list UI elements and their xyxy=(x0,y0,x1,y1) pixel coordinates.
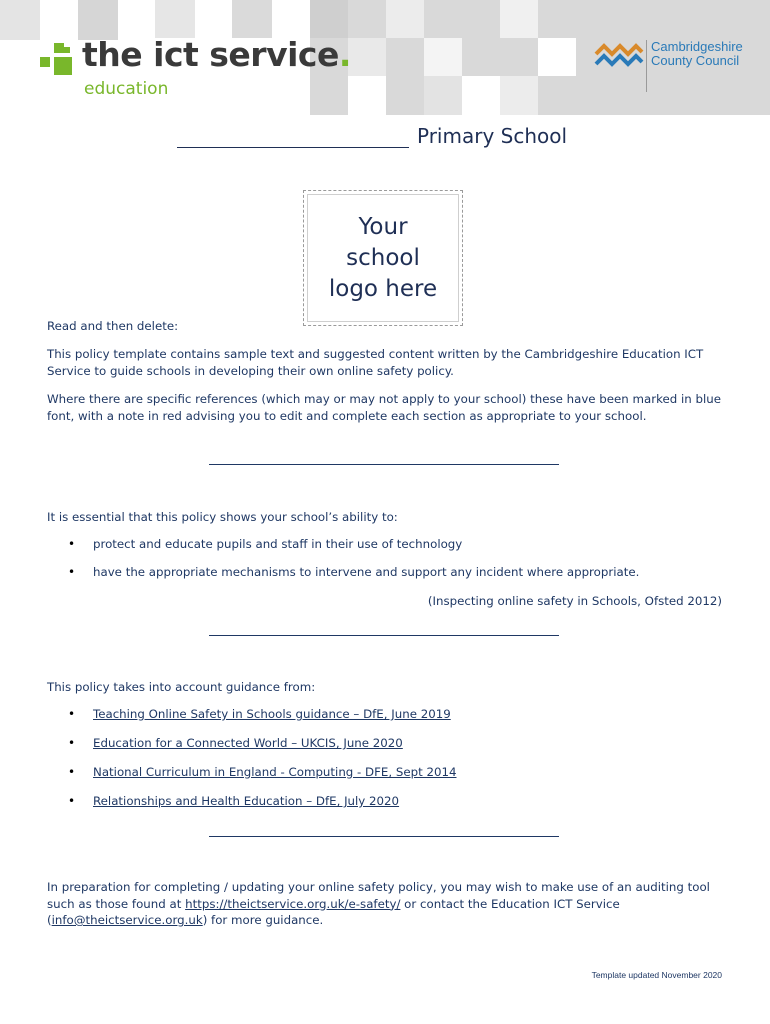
council-logo-divider xyxy=(646,40,647,92)
bullet-marker: • xyxy=(68,794,76,808)
email-link[interactable]: info@theictservice.org.uk xyxy=(51,913,203,927)
divider-3 xyxy=(209,836,559,837)
intro-paragraph-2: Where there are specific references (which may or may not apply to your school) these have been marked in blue font, with a note in red advising you to edit and complete each section as appropriate to your school. xyxy=(47,392,722,423)
divider-1 xyxy=(209,464,559,465)
esafety-link[interactable]: https://theictservice.org.uk/e-safety/ xyxy=(185,896,401,911)
closing-paragraph: In preparation for completing / updating your online safety policy, you may wish to make use of an auditing tool such as those found at https://theictservice.org.uk/e-safety/ or contact the Education ICT Service (info@theictservice.org.uk) for more guidance. xyxy=(47,880,710,927)
essential-bullet-1: protect and educate pupils and staff in their use of technology xyxy=(93,537,463,551)
ict-logo-wordmark: the ict service. xyxy=(82,35,351,74)
divider-2 xyxy=(209,635,559,636)
essential-bullet-2: have the appropriate mechanisms to intervene and support any incident where appropriate. xyxy=(93,565,640,579)
school-name-blank[interactable] xyxy=(177,125,409,148)
ict-logo-squares-icon xyxy=(40,43,76,79)
bullet-marker: • xyxy=(68,565,76,579)
bullet-marker: • xyxy=(68,537,76,551)
guidance-link-4[interactable]: Relationships and Health Education – DfE, July 2020 xyxy=(93,794,400,808)
read-delete-note: Read and then delete: xyxy=(47,319,179,333)
school-logo-placeholder[interactable] xyxy=(303,190,463,326)
council-logo-text: Cambridgeshire County Council xyxy=(651,39,743,68)
bullet-marker: • xyxy=(68,765,76,779)
template-updated-note: Template updated November 2020 xyxy=(591,970,722,980)
intro-paragraph-1: This policy template contains sample text and suggested content written by the Cambridgeshire Education ICT Service to guide schools in developing their own online safety policy. xyxy=(47,347,704,378)
guidance-link-2[interactable]: Education for a Connected World – UKCIS, June 2020 xyxy=(93,736,403,750)
ict-logo-subtitle: education xyxy=(84,79,169,99)
guidance-link-3[interactable]: National Curriculum in England - Computing - DFE, Sept 2014 xyxy=(93,765,457,779)
essential-lead: It is essential that this policy shows your school’s ability to: xyxy=(47,510,398,524)
page-title: Primary School xyxy=(177,124,567,148)
bullet-marker: • xyxy=(68,736,76,750)
bullet-marker: • xyxy=(68,707,76,721)
council-wave-logo-icon xyxy=(594,42,644,70)
ofsted-citation: (Inspecting online safety in Schools, Ofsted 2012) xyxy=(427,594,722,608)
logo-placeholder-text: Your school logo here xyxy=(328,213,438,302)
guidance-link-1[interactable]: Teaching Online Safety in Schools guidance – DfE, June 2019 xyxy=(93,707,451,721)
guidance-lead: This policy takes into account guidance from: xyxy=(47,680,316,694)
